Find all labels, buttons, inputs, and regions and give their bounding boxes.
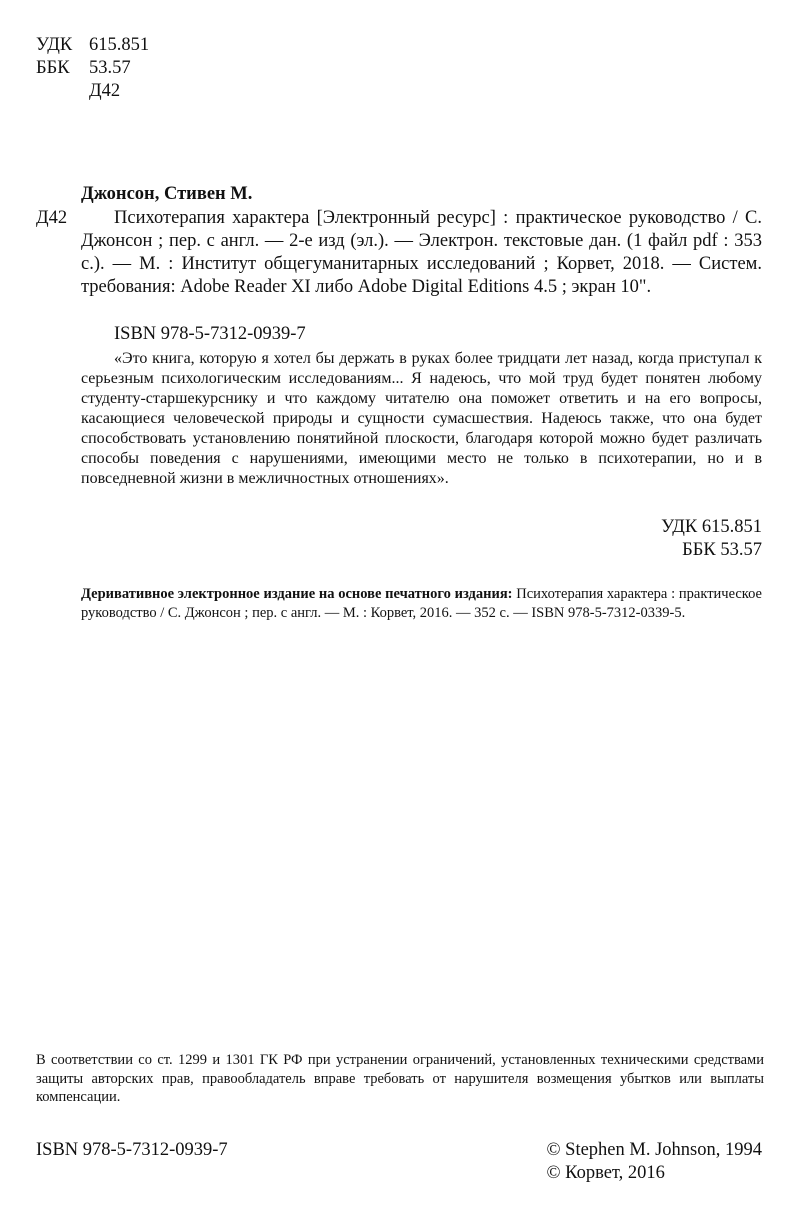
copyright-block — [546, 1139, 762, 1185]
copyright-author: © Stephen M. Johnson, 1994 — [546, 1140, 762, 1160]
entry-annotation: «Это книга, которую я хотел бы держать в руках более тридцати лет назад, когда приступал к серьезным психологическим исследованиям... Я надеюсь, что мой труд будет понятен любому студенту-старшекурснику и что каждому читателю она поможет ответить и на его вопросы, касающиеся человеческой природы и сущности сумасшествия. Надеюсь также, что она будет способствовать установлению понятийной плоскости, благодаря которой можно будет различать способы поведения с нарушениями, имеющими место не только в психотерапии, но и в повседневной жизни в межличностных отношениях». — [81, 350, 762, 487]
bbk-label: ББК — [36, 58, 70, 78]
legal-notice: В соответствии со ст. 1299 и 1301 ГК РФ при устранении ограничений, установленных техническими средствами защиты авторских прав, правообладатель вправе требовать от нарушителя возмещения убытков или выплаты компенсации. — [36, 1052, 764, 1105]
entry-bbk: ББК 53.57 — [682, 540, 762, 560]
top-classification-codes — [36, 34, 149, 103]
copyright-publisher: © Корвет, 2016 — [546, 1163, 665, 1183]
footer-isbn: ISBN 978-5-7312-0939-7 — [36, 1140, 228, 1160]
udk-label: УДК — [36, 35, 73, 55]
entry-description: Психотерапия характера [Электронный ресурс] : практическое руководство / С. Джонсон ; пер. с англ. — 2-е изд (эл.). — Электрон. текстовые дан. (1 файл pdf : 353 с.). — М. : Институт общегуманитарных исследований ; Корвет, 2018. — Систем. требования: Adobe Reader XI либо Adobe Digital Editions 4.5 ; экран 10". — [81, 208, 762, 297]
entry-udk: УДК 615.851 — [661, 517, 762, 537]
author-mark-top: Д42 — [89, 81, 121, 101]
derivative-edition-note — [81, 585, 762, 622]
entry-classification-codes — [661, 516, 762, 562]
bbk-row — [36, 57, 149, 80]
bbk-value: 53.57 — [89, 58, 131, 78]
udk-row — [36, 34, 149, 57]
udk-value: 615.851 — [89, 35, 150, 55]
entry-author: Джонсон, Стивен М. — [81, 184, 253, 204]
derivative-edition-label: Деривативное электронное издание на основе печатного издания: — [81, 586, 513, 602]
entry-isbn: ISBN 978-5-7312-0939-7 — [114, 324, 306, 344]
derivative-edition-text: Психотерапия характера : практическое руководство / С. Джонсон ; пер. с англ. — М. : Корвет, 2016. — 352 с. — ISBN 978-5-7312-0339-5. — [81, 586, 762, 621]
entry-author-mark: Д42 — [36, 208, 68, 228]
